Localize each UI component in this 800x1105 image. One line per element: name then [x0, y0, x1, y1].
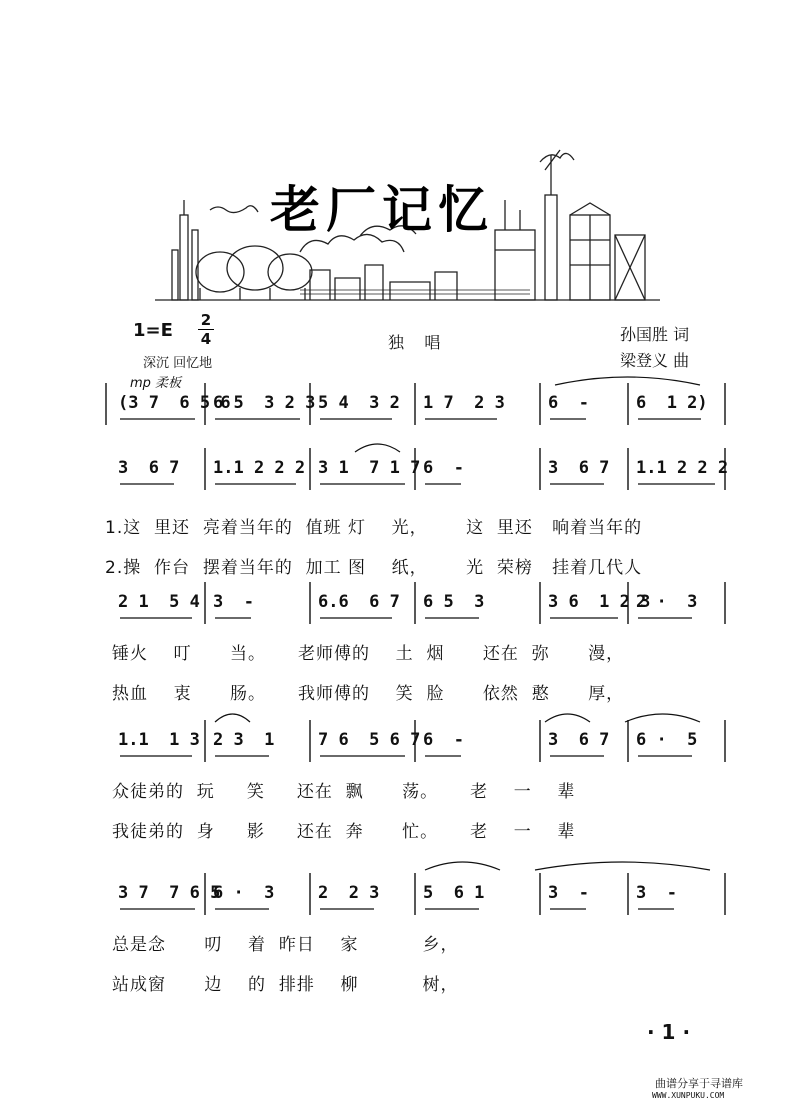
measure-2-4: 6 -	[423, 458, 464, 478]
measure-5-5: 3 -	[548, 883, 589, 903]
measure-1-6: 6 1 2)	[636, 393, 708, 413]
song-title: 老厂记忆	[270, 181, 494, 239]
measure-5-3: 2 2 3	[318, 883, 380, 903]
slur	[545, 714, 590, 722]
slur	[535, 862, 710, 870]
measure-5-2: 6 · 3	[213, 883, 275, 903]
measure-3-6: 2 · 3	[636, 592, 698, 612]
page-number: · 1 ·	[647, 1020, 691, 1044]
slur	[215, 714, 250, 722]
measure-4-4: 6 -	[423, 730, 464, 750]
lyric-verse-2-row-3: 热血 衷 肠。 我师傅的 笑 脸 依然 憨 厚，	[112, 684, 625, 704]
measure-2-6: 1.1 2 2 2	[636, 458, 729, 478]
slur	[625, 714, 700, 722]
lyric-verse-1-row-4: 众徒弟的 玩 笑 还在 飘 荡。 老 一 辈	[112, 782, 576, 802]
measure-4-3: 7 6 5 6 7	[318, 730, 421, 750]
measure-5-6: 3 -	[636, 883, 677, 903]
lyric-verse-2-row-2: 2.操 作台 摆着当年的 加工 图 纸， 光 荣榜 挂着几代人	[105, 558, 643, 578]
mood-marking: 深沉 回忆地	[143, 356, 213, 371]
measure-4-1: 1.1 1 3	[118, 730, 200, 750]
lyric-verse-2-row-5: 站成窗 边 的 排排 柳 树，	[112, 975, 459, 995]
measure-3-3: 6.6 6 7	[318, 592, 400, 612]
tempo-dynamic-marking: mp 柔板	[130, 376, 182, 391]
slur	[355, 444, 400, 452]
composer-credit: 梁登义 曲	[620, 351, 690, 370]
slur	[425, 862, 500, 870]
lyric-verse-2-row-4: 我徒弟的 身 影 还在 奔 忙。 老 一 辈	[112, 822, 576, 842]
measure-3-1: 2 1 5 4	[118, 592, 200, 612]
measure-5-4: 5 6 1	[423, 883, 485, 903]
lyricist-credit: 孙国胜 词	[620, 325, 690, 344]
measure-2-3: 3 1 7 1 7	[318, 458, 421, 478]
lyric-verse-1-row-5: 总是念 叨 着 昨日 家 乡，	[112, 935, 459, 955]
measure-3-2: 3 -	[213, 592, 254, 612]
footer-site-name: 曲谱分享于寻谱库	[655, 1077, 743, 1090]
measure-3-4: 6 5 3	[423, 592, 485, 612]
measure-2-1: 3 6 7	[118, 458, 180, 478]
measure-1-1: (3 7 6 5 6	[118, 393, 231, 413]
time-numerator: 2	[200, 311, 212, 329]
measure-1-5: 6 -	[548, 393, 589, 413]
key-signature: 1=E	[133, 320, 173, 341]
measure-2-5: 3 6 7	[548, 458, 610, 478]
time-denominator: 4	[200, 330, 212, 348]
measure-5-1: 3 7 7 6 5	[118, 883, 221, 903]
measure-4-2: 2 3 1	[213, 730, 275, 750]
measure-1-3: 5 4 3 2	[318, 393, 400, 413]
lyric-verse-1-row-2: 1.这 里还 亮着当年的 值班 灯 光， 这 里还 响着当年的	[105, 518, 643, 538]
measure-2-2: 1.1 2 2 2	[213, 458, 306, 478]
measure-3-5: 3 6 1 2 3	[548, 592, 651, 612]
measure-1-2: 6 5 3 2 3	[213, 393, 316, 413]
performance-type: 独 唱	[388, 333, 441, 352]
footer-site-url: WWW.XUNPUKU.COM	[652, 1091, 725, 1100]
measure-1-4: 1 7 2 3	[423, 393, 505, 413]
measure-4-6: 6 · 5	[636, 730, 698, 750]
measure-4-5: 3 6 7	[548, 730, 610, 750]
lyric-verse-1-row-3: 锤火 叮 当。 老师傅的 土 烟 还在 弥 漫，	[112, 644, 625, 664]
